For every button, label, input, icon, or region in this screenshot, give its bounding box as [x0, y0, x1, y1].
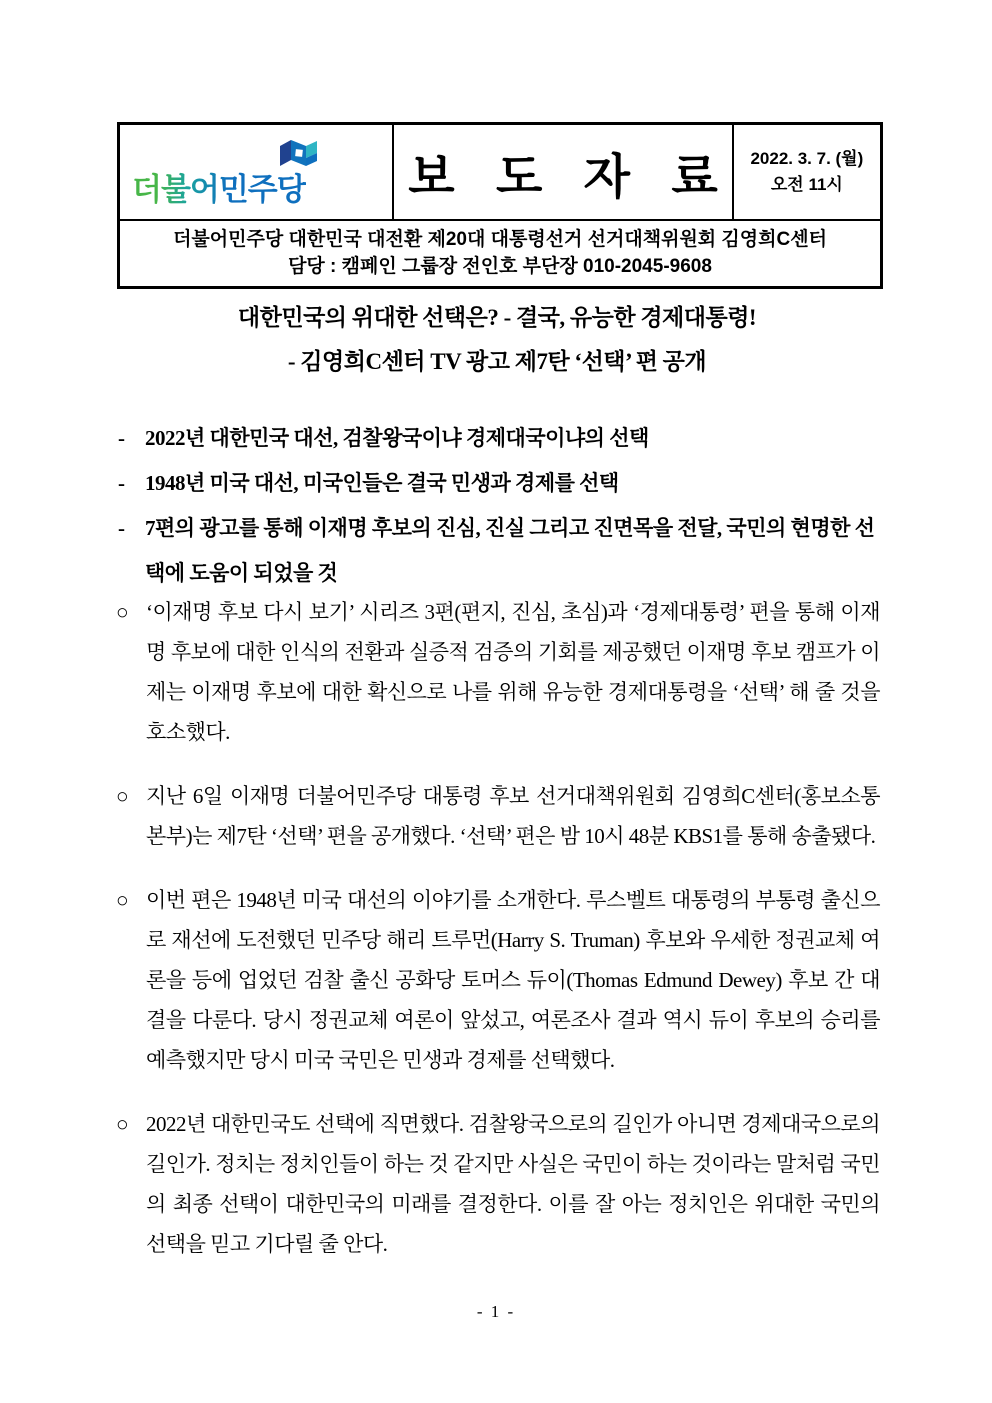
party-logo-text: 더불어민주당: [132, 164, 306, 209]
paragraph-2-text: 지난 6일 이재명 더불어민주당 대통령 후보 선거대책위원회 김영희C센터(홍보소통본부)는 제7탄 ‘선택’ 편을 공개했다. ‘선택’ 편은 밤 10시 48분 KBS1를 통해 송출됐다.: [146, 784, 880, 848]
doc-title: [117, 296, 877, 384]
circle-marker: ○: [116, 888, 129, 912]
paragraph-3: [118, 880, 880, 1080]
paragraph-3-text: 이번 편은 1948년 미국 대선의 이야기를 소개한다. 루스벨트 대통령의 부통령 출신으로 재선에 도전했던 민주당 해리 트루먼(Harry S. Truman) 후보와 우세한 정권교체 여론을 등에 업었던 검찰 출신 공화당 토머스 듀이(Thomas Edmund Dewey) 후보 간 대결을 다룬다. 당시 정권교체 여론이 앞섰고, 여론조사 결과 역시 듀이 후보의 승리를 예측했지만 당시 미국 국민은 민생과 경제를 선택했다.: [146, 888, 880, 1072]
paragraph-1-text: ‘이재명 후보 다시 보기’ 시리즈 3편(편지, 진심, 초심)과 ‘경제대통령’ 편을 통해 이재명 후보에 대한 인식의 전환과 실증적 검증의 기회를 제공했던 이재명 후보 캠프가 이제는 이재명 후보에 대한 확신으로 나를 위해 유능한 경제대통령을 ‘선택’ 해 줄 것을 호소했다.: [146, 600, 880, 744]
dash-marker: -: [118, 471, 125, 495]
circle-marker: ○: [116, 784, 129, 808]
circle-marker: ○: [116, 1112, 129, 1136]
header-main-row: [120, 125, 880, 221]
party-flag-icon: [278, 137, 320, 177]
summary-item-2: [118, 461, 880, 506]
summary-item-1-text: 2022년 대한민국 대선, 검찰왕국이냐 경제대국이냐의 선택: [145, 426, 649, 450]
circle-marker: ○: [116, 600, 129, 624]
paragraph-1: [118, 592, 880, 752]
paragraph-4: [118, 1104, 880, 1264]
summary-item-3-text: 7편의 광고를 통해 이재명 후보의 진심, 진실 그리고 진면목을 전달, 국민의 현명한 선택에 도움이 되었을 것: [145, 516, 875, 585]
doc-type-title: 보 도 자 료: [394, 125, 733, 219]
doc-title-line1: 대한민국의 위대한 선택은? - 결국, 유능한 경제대통령!: [237, 305, 757, 330]
summary-list: [118, 416, 880, 596]
summary-item-2-text: 1948년 미국 대선, 미국인들은 결국 민생과 경제를 선택: [145, 471, 619, 495]
release-datetime: [734, 125, 880, 219]
body-paragraphs: [118, 592, 880, 1288]
page-number: - 1 -: [476, 1302, 516, 1321]
header-table: [117, 122, 883, 289]
release-time: 오전 11시: [770, 175, 843, 194]
header-sub-row: [120, 221, 880, 286]
org-line: 더불어민주당 대한민국 대전환 제20대 대통령선거 선거대책위원회 김영희C센터: [173, 229, 827, 250]
release-date: 2022. 3. 7. (월): [750, 149, 864, 168]
paragraph-4-text: 2022년 대한민국도 선택에 직면했다. 검찰왕국으로의 길인가 아니면 경제대국으로의 길인가. 정치는 정치인들이 하는 것 같지만 사실은 국민이 하는 것이라는 말처럼 국민의 최종 선택이 대한민국의 미래를 결정한다. 이를 잘 아는 정치인은 위대한 국민의 선택을 믿고 기다릴 줄 안다.: [146, 1112, 880, 1256]
paragraph-2: [118, 776, 880, 856]
party-logo: [120, 125, 394, 219]
dash-marker: -: [118, 426, 125, 450]
contact-line: 담당 : 캠페인 그룹장 전인호 부단장 010-2045-9608: [288, 256, 712, 277]
summary-item-3: [118, 506, 880, 596]
doc-title-line2: - 김영희C센터 TV 광고 제7탄 ‘선택’ 편 공개: [287, 349, 707, 374]
dash-marker: -: [118, 516, 125, 540]
summary-item-1: [118, 416, 880, 461]
